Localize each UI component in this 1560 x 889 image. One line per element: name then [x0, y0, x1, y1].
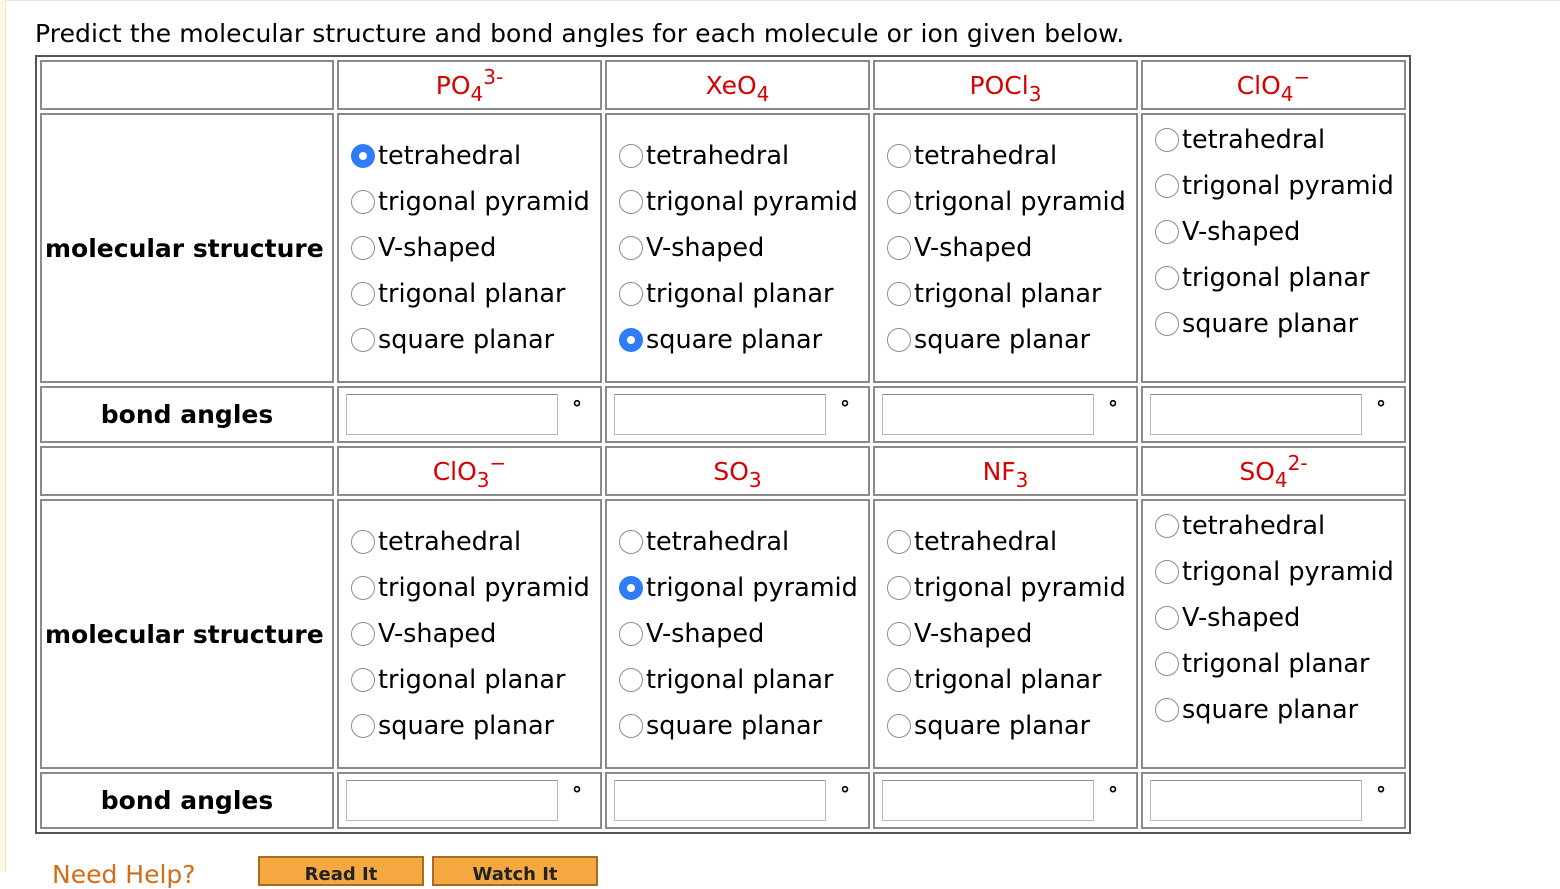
bond-angle-input[interactable] [1150, 394, 1362, 435]
molecule-header [337, 446, 602, 496]
structure-option[interactable] [351, 611, 600, 657]
radio-group [607, 133, 868, 363]
option-label: trigonal pyramid [646, 187, 858, 217]
bond-angle-input[interactable] [614, 780, 826, 821]
structure-option[interactable] [351, 133, 600, 179]
radio-button[interactable] [619, 282, 643, 306]
degree-symbol: ° [840, 395, 850, 420]
radio-button[interactable] [887, 714, 911, 738]
structure-options-cell [605, 113, 870, 383]
structure-option[interactable] [887, 611, 1136, 657]
structure-options-cell [1141, 113, 1406, 383]
structure-options-cell [873, 499, 1138, 769]
answer-table [35, 55, 1411, 834]
structure-options-cell [1141, 499, 1406, 769]
structure-option[interactable] [351, 565, 600, 611]
option-label: V-shaped [1182, 217, 1301, 247]
radio-button[interactable] [887, 576, 911, 600]
option-label: tetrahedral [646, 141, 790, 171]
option-label: square planar [378, 325, 555, 355]
radio-button[interactable] [351, 668, 375, 692]
formula-charge: − [489, 450, 507, 475]
help-bar [0, 856, 1560, 889]
structure-option[interactable] [619, 565, 868, 611]
bond-angle-wrapper [607, 780, 868, 821]
structure-option[interactable] [351, 225, 600, 271]
structure-option[interactable] [351, 271, 600, 317]
option-label: V-shaped [1182, 603, 1301, 633]
radio-button-selected[interactable] [619, 328, 643, 352]
degree-symbol: ° [1108, 395, 1118, 420]
molecule-header [605, 446, 870, 496]
structure-option[interactable] [351, 703, 600, 749]
formula-subscript: 3 [1015, 467, 1029, 492]
bond-angle-cell [1141, 772, 1406, 829]
structure-option[interactable] [1155, 117, 1404, 163]
radio-button[interactable] [887, 530, 911, 554]
bond-angle-cell [337, 386, 602, 443]
option-label: square planar [646, 711, 823, 741]
formula-charge: − [1293, 64, 1311, 89]
header-blank-cell [40, 446, 334, 496]
radio-button[interactable] [351, 190, 375, 214]
structure-option[interactable] [1155, 209, 1404, 255]
option-label: trigonal pyramid [1182, 557, 1394, 587]
structure-option[interactable] [619, 657, 868, 703]
option-label: trigonal planar [646, 665, 834, 695]
degree-symbol: ° [840, 781, 850, 806]
bond-angle-wrapper [875, 394, 1136, 435]
bond-angle-cell [873, 386, 1138, 443]
left-margin-bar [0, 0, 6, 872]
structure-options-cell [605, 499, 870, 769]
option-label: trigonal planar [378, 279, 566, 309]
degree-symbol: ° [1376, 395, 1386, 420]
option-label: tetrahedral [914, 141, 1058, 171]
radio-button-selected[interactable] [619, 576, 643, 600]
radio-button[interactable] [887, 668, 911, 692]
option-label: V-shaped [378, 619, 497, 649]
bond-angle-input[interactable] [882, 780, 1094, 821]
option-label: square planar [914, 325, 1091, 355]
formula-base: ClO [432, 456, 477, 486]
bond-angle-wrapper [339, 780, 600, 821]
radio-button[interactable] [1155, 606, 1179, 630]
degree-symbol: ° [572, 395, 582, 420]
option-label: square planar [1182, 695, 1359, 725]
structure-option[interactable] [619, 611, 868, 657]
radio-button[interactable] [351, 236, 375, 260]
structure-options-cell [337, 113, 602, 383]
bond-angle-input[interactable] [346, 394, 558, 435]
row-label-molecular-structure: molecular structure [40, 499, 334, 769]
option-label: trigonal pyramid [914, 573, 1126, 603]
radio-button[interactable] [619, 144, 643, 168]
formula-subscript: 4 [756, 81, 770, 106]
degree-symbol: ° [1376, 781, 1386, 806]
radio-group [1143, 503, 1404, 733]
option-label: V-shaped [378, 233, 497, 263]
structure-option[interactable] [351, 179, 600, 225]
radio-button[interactable] [887, 144, 911, 168]
top-divider [6, 0, 1560, 1]
structure-option[interactable] [619, 317, 868, 363]
option-label: trigonal pyramid [378, 573, 590, 603]
bond-angle-cell [873, 772, 1138, 829]
radio-button[interactable] [887, 328, 911, 352]
option-label: trigonal pyramid [914, 187, 1126, 217]
radio-button[interactable] [1155, 266, 1179, 290]
option-label: square planar [646, 325, 823, 355]
molecule-header [873, 60, 1138, 110]
need-help-label: Need Help? [52, 860, 196, 889]
option-label: trigonal planar [914, 279, 1102, 309]
option-label: tetrahedral [1182, 511, 1326, 541]
option-label: square planar [1182, 309, 1359, 339]
structure-option[interactable] [619, 703, 868, 749]
formula-charge: 3- [483, 64, 504, 89]
bond-angle-cell [605, 386, 870, 443]
structure-option[interactable] [1155, 503, 1404, 549]
bond-angle-wrapper [607, 394, 868, 435]
structure-option[interactable] [619, 519, 868, 565]
bond-angle-wrapper [1143, 780, 1404, 821]
structure-option[interactable] [619, 179, 868, 225]
radio-button[interactable] [1155, 220, 1179, 244]
bond-angle-wrapper [1143, 394, 1404, 435]
option-label: trigonal planar [378, 665, 566, 695]
radio-button[interactable] [619, 714, 643, 738]
structure-option[interactable] [351, 519, 600, 565]
formula-base: ClO [1236, 70, 1281, 100]
structure-option[interactable] [887, 703, 1136, 749]
molecule-header [1141, 446, 1406, 496]
structure-option[interactable] [1155, 549, 1404, 595]
bond-angle-wrapper [875, 780, 1136, 821]
radio-button[interactable] [1155, 128, 1179, 152]
option-label: square planar [914, 711, 1091, 741]
molecule-header [337, 60, 602, 110]
radio-button[interactable] [351, 328, 375, 352]
option-label: V-shaped [646, 233, 765, 263]
formula-base: SO [1239, 456, 1275, 486]
radio-group [339, 519, 600, 749]
option-label: V-shaped [914, 619, 1033, 649]
radio-button[interactable] [1155, 312, 1179, 336]
formula-base: NF [982, 456, 1016, 486]
bond-angle-input[interactable] [346, 780, 558, 821]
structure-option[interactable] [1155, 301, 1404, 347]
formula-subscript: 4 [1274, 467, 1288, 492]
bond-angle-cell [605, 772, 870, 829]
radio-button[interactable] [351, 576, 375, 600]
structure-option[interactable] [887, 271, 1136, 317]
molecule-header [605, 60, 870, 110]
formula-base: PO [435, 70, 471, 100]
degree-symbol: ° [1108, 781, 1118, 806]
structure-option[interactable] [887, 657, 1136, 703]
option-label: tetrahedral [1182, 125, 1326, 155]
formula-base: SO [713, 456, 749, 486]
formula-subscript: 3 [748, 467, 762, 492]
row-label-bond-angles: bond angles [40, 386, 334, 443]
option-label: trigonal planar [1182, 649, 1370, 679]
option-label: tetrahedral [646, 527, 790, 557]
bond-angle-cell [1141, 386, 1406, 443]
radio-button[interactable] [619, 236, 643, 260]
structure-option[interactable] [1155, 255, 1404, 301]
option-label: V-shaped [646, 619, 765, 649]
radio-button[interactable] [619, 190, 643, 214]
structure-option[interactable] [1155, 641, 1404, 687]
radio-button[interactable] [887, 282, 911, 306]
radio-button[interactable] [1155, 698, 1179, 722]
structure-option[interactable] [619, 225, 868, 271]
formula-charge: 2- [1287, 450, 1308, 475]
structure-option[interactable] [351, 657, 600, 703]
formula-subscript: 4 [1280, 81, 1294, 106]
radio-button[interactable] [1155, 560, 1179, 584]
header-blank-cell [40, 60, 334, 110]
radio-button[interactable] [887, 622, 911, 646]
option-label: tetrahedral [378, 141, 522, 171]
option-label: tetrahedral [914, 527, 1058, 557]
molecule-header [873, 446, 1138, 496]
option-label: trigonal planar [646, 279, 834, 309]
radio-button[interactable] [1155, 174, 1179, 198]
structure-option[interactable] [351, 317, 600, 363]
option-label: V-shaped [914, 233, 1033, 263]
radio-group [1143, 117, 1404, 347]
formula-base: POCl [969, 70, 1029, 100]
structure-option[interactable] [887, 179, 1136, 225]
row-label-molecular-structure: molecular structure [40, 113, 334, 383]
radio-button[interactable] [351, 530, 375, 554]
radio-button[interactable] [351, 282, 375, 306]
read-it-button[interactable]: Read It [258, 856, 424, 886]
radio-button-selected[interactable] [351, 144, 375, 168]
option-label: trigonal planar [914, 665, 1102, 695]
bond-angle-cell [337, 772, 602, 829]
structure-options-cell [873, 113, 1138, 383]
structure-option[interactable] [887, 519, 1136, 565]
bond-angle-wrapper [339, 394, 600, 435]
structure-option[interactable] [1155, 595, 1404, 641]
molecule-header [1141, 60, 1406, 110]
watch-it-button[interactable]: Watch It [432, 856, 598, 886]
structure-option[interactable] [887, 133, 1136, 179]
radio-button[interactable] [619, 668, 643, 692]
structure-option[interactable] [887, 317, 1136, 363]
option-label: trigonal pyramid [378, 187, 590, 217]
structure-option[interactable] [1155, 687, 1404, 733]
radio-button[interactable] [619, 622, 643, 646]
option-label: trigonal pyramid [646, 573, 858, 603]
structure-option[interactable] [619, 271, 868, 317]
formula-subscript: 4 [470, 81, 484, 106]
option-label: trigonal planar [1182, 263, 1370, 293]
formula-base: XeO [705, 70, 757, 100]
option-label: trigonal pyramid [1182, 171, 1394, 201]
radio-group [875, 519, 1136, 749]
formula-subscript: 3 [476, 467, 490, 492]
radio-group [607, 519, 868, 749]
radio-group [339, 133, 600, 363]
radio-button[interactable] [887, 190, 911, 214]
radio-button[interactable] [351, 622, 375, 646]
bond-angle-input[interactable] [1150, 780, 1362, 821]
radio-group [875, 133, 1136, 363]
option-label: tetrahedral [378, 527, 522, 557]
structure-option[interactable] [619, 133, 868, 179]
radio-button[interactable] [619, 530, 643, 554]
option-label: square planar [378, 711, 555, 741]
radio-button[interactable] [1155, 652, 1179, 676]
formula-subscript: 3 [1028, 81, 1042, 106]
degree-symbol: ° [572, 781, 582, 806]
radio-button[interactable] [1155, 514, 1179, 538]
structure-option[interactable] [887, 565, 1136, 611]
row-label-bond-angles: bond angles [40, 772, 334, 829]
structure-options-cell [337, 499, 602, 769]
bond-angle-input[interactable] [882, 394, 1094, 435]
radio-button[interactable] [351, 714, 375, 738]
structure-option[interactable] [887, 225, 1136, 271]
question-prompt: Predict the molecular structure and bond angles for each molecule or ion given below. [35, 19, 1125, 48]
structure-option[interactable] [1155, 163, 1404, 209]
bond-angle-input[interactable] [614, 394, 826, 435]
radio-button[interactable] [887, 236, 911, 260]
